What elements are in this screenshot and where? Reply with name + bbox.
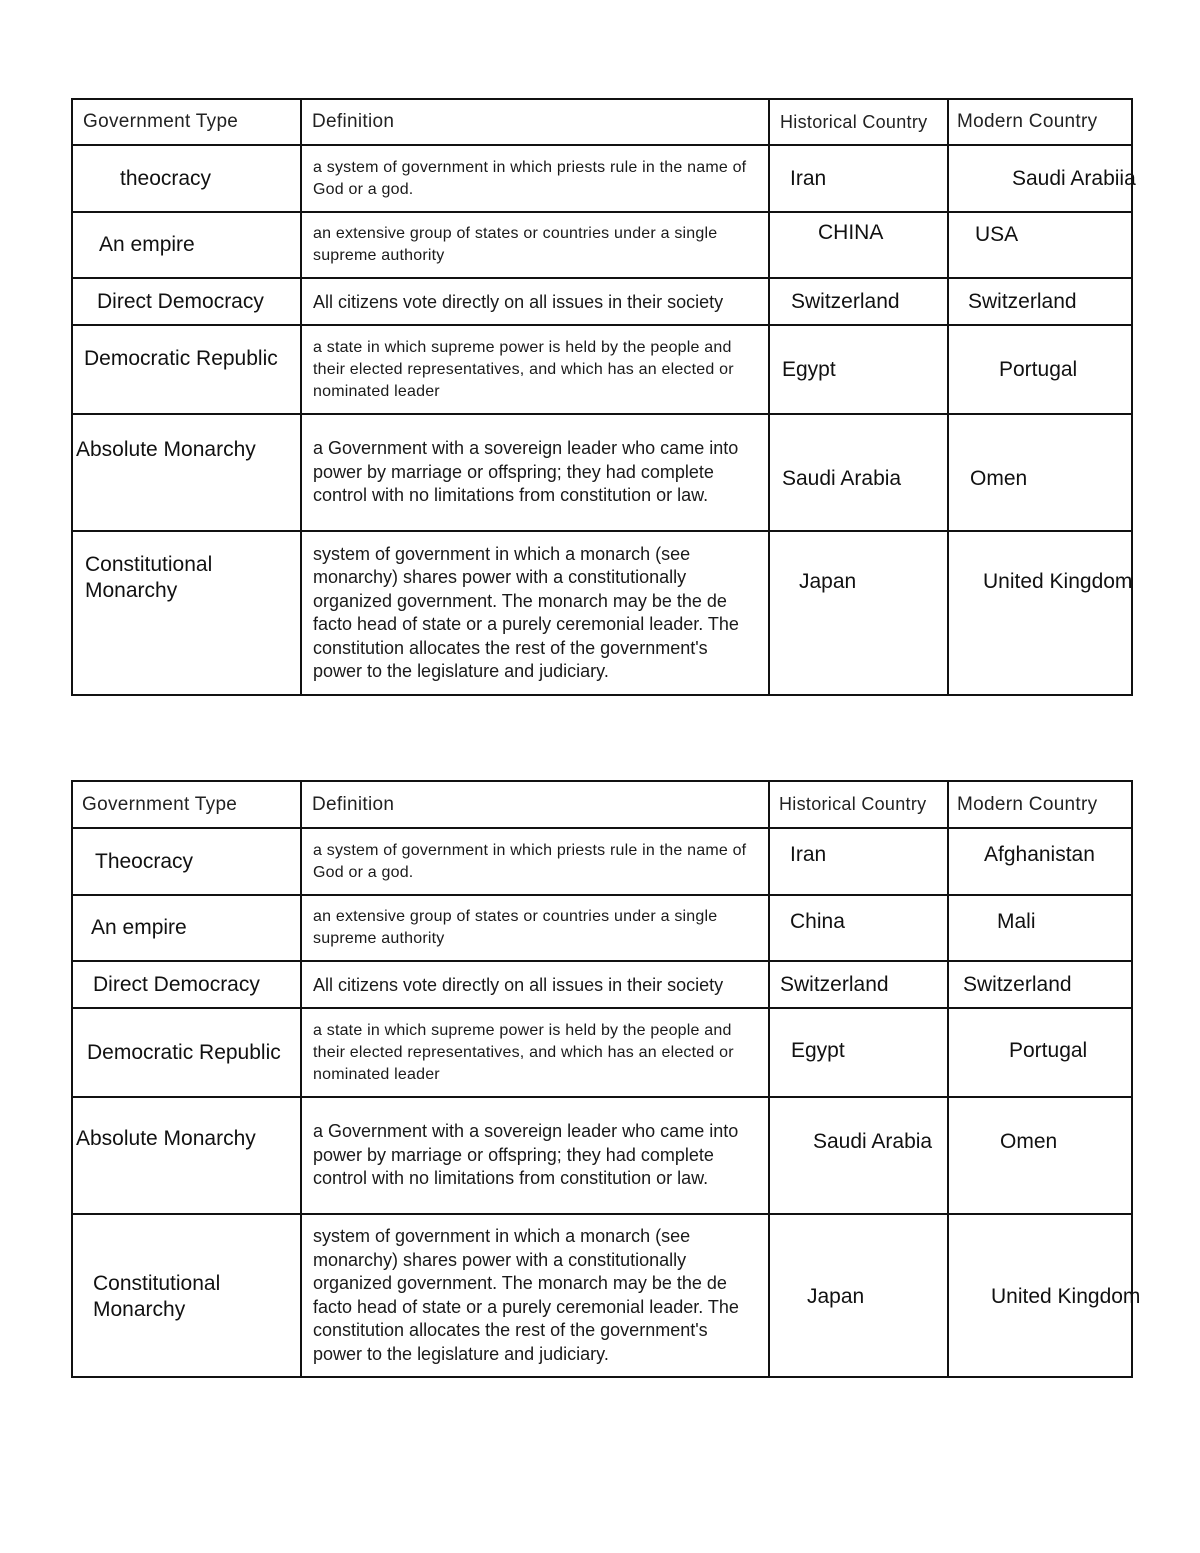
header-cell-historical [769,99,948,145]
modern-cell [948,1008,1132,1097]
definition-cell [301,1097,769,1214]
definition-text: All citizens vote directly on all issues in their society [313,291,724,312]
government-type: Democratic Republic [84,347,278,370]
historical-country: Switzerland [791,289,900,313]
government-types-table-2 [71,780,1141,1378]
historical-country: Japan [799,570,857,593]
type-cell [72,1214,301,1377]
historical-country: Iran [790,166,827,190]
header-type: Government Type [83,111,239,132]
historical-country: Saudi Arabia [813,1130,933,1153]
definition-text: a system of government in which priests rule in the name of God or a god. [313,158,747,198]
type-cell [72,531,301,695]
header-cell-modern [948,99,1132,145]
modern-cell [948,531,1132,695]
definition-cell [301,414,769,531]
header-definition: Definition [312,111,395,132]
definition-cell [301,278,769,325]
historical-country: Egypt [791,1039,845,1062]
definition-text: a Government with a sovereign leader who came into power by marriage or offspring; they had complete control with no limitations from constitution or law. [313,1121,739,1189]
type-cell [72,145,301,212]
table-header-row [72,781,1132,828]
definition-cell [301,895,769,961]
type-cell [72,414,301,531]
header-modern: Modern Country [957,111,1098,132]
definition-text: a state in which supreme power is held by the people and their elected representatives, and which has an elected or nominated leader [313,338,734,400]
definition-cell [301,1008,769,1097]
type-cell [72,278,301,325]
historical-country: Iran [790,843,827,866]
government-type: Absolute Monarchy [76,438,256,461]
historical-country: CHINA [818,221,884,244]
historical-cell [769,145,948,212]
definition-cell [301,325,769,414]
government-type: theocracy [120,166,212,190]
modern-country: United Kingdom [983,570,1133,593]
header-cell-definition [301,781,769,828]
header-historical: Historical Country [779,794,927,814]
table-row [72,1097,1132,1214]
definition-cell [301,1214,769,1377]
definition-text: a state in which supreme power is held by the people and their elected representatives, and which has an elected or nominated leader [313,1021,734,1083]
modern-country: Omen [1000,1130,1058,1153]
modern-cell [948,1097,1132,1214]
type-cell [72,895,301,961]
modern-country: Portugal [1009,1039,1088,1062]
modern-cell [948,325,1132,414]
definition-cell [301,961,769,1008]
table-row [72,414,1132,531]
table-row [72,895,1132,961]
government-type: Democratic Republic [87,1040,281,1064]
modern-cell [948,414,1132,531]
header-cell-type [72,781,301,828]
table-row [72,1214,1132,1377]
header-cell-modern [948,781,1132,828]
modern-cell [948,961,1132,1008]
historical-country: Switzerland [780,972,889,996]
government-type: Absolute Monarchy [76,1127,256,1150]
modern-cell [948,278,1132,325]
definition-text: system of government in which a monarch (see monarchy) shares power with a constitutionally organized government. The monarch may be the de facto head of state or a purely ceremonial leader. The constitution allocates the rest of the government's power to the legislature and judiciary. [313,543,739,681]
historical-cell [769,1008,948,1097]
table-row [72,145,1132,212]
table-row [72,531,1132,695]
government-type: Theocracy [95,849,194,873]
table-row [72,212,1132,278]
historical-country: Japan [807,1285,865,1308]
modern-country: Switzerland [968,289,1077,313]
modern-cell [948,828,1132,895]
definition-cell [301,212,769,278]
historical-country: Saudi Arabia [782,466,902,490]
table-row [72,1008,1132,1097]
historical-cell [769,895,948,961]
historical-cell [769,531,948,695]
header-cell-historical [769,781,948,828]
government-type-line-2: Monarchy [85,579,178,602]
header-modern: Modern Country [957,793,1098,815]
type-cell [72,212,301,278]
type-cell [72,1008,301,1097]
government-type: An empire [99,233,195,256]
modern-cell [948,145,1136,212]
definition-cell [301,531,769,695]
modern-country: Omen [970,466,1028,490]
header-cell-definition [301,99,769,145]
historical-cell [769,212,948,278]
type-cell [72,325,301,414]
modern-cell [948,895,1132,961]
table-row [72,961,1132,1008]
historical-cell [769,325,948,414]
historical-cell [769,1097,948,1214]
modern-country: Portugal [999,357,1078,381]
historical-cell [769,278,948,325]
modern-cell [948,1214,1141,1377]
header-historical: Historical Country [780,111,928,132]
government-types-table-1 [71,98,1136,696]
modern-country: Afghanistan [984,843,1095,866]
government-type: An empire [91,916,187,939]
historical-cell [769,414,948,531]
table-row [72,325,1132,414]
government-type: Direct Democracy [93,972,260,996]
definition-text: a Government with a sovereign leader who came into power by marriage or offspring; they had complete control with no limitations from constitution or law. [313,438,739,506]
type-cell [72,961,301,1008]
definition-text: an extensive group of states or countries under a single supreme authority [313,225,718,264]
definition-text: system of government in which a monarch (see monarchy) shares power with a constitutionally organized government. The monarch may be the de facto head of state or a purely ceremonial leader. The constitution allocates the rest of the government's power to the legislature and judiciary. [313,1226,739,1364]
type-cell [72,828,301,895]
table-header-row [72,99,1132,145]
historical-cell [769,828,948,895]
header-definition: Definition [312,793,395,815]
historical-cell [769,1214,948,1377]
modern-country: Mali [997,910,1036,933]
government-type-line-2: Monarchy [93,1298,186,1321]
historical-country: Egypt [782,357,836,381]
header-cell-type [72,99,301,145]
historical-cell [769,961,948,1008]
modern-cell [948,212,1132,278]
government-type: Direct Democracy [97,289,264,313]
modern-country: Switzerland [963,972,1072,996]
definition-cell [301,145,769,212]
government-type-line-1: Constitutional [93,1272,221,1295]
definition-text: All citizens vote directly on all issues in their society [313,974,724,995]
modern-country: USA [975,223,1019,246]
table-row [72,278,1132,325]
historical-country: China [790,910,845,933]
definition-text: an extensive group of states or countries under a single supreme authority [313,908,718,947]
type-cell [72,1097,301,1214]
table-row [72,828,1132,895]
modern-country: Saudi Arabiia [1012,166,1136,190]
definition-text: a system of government in which priests rule in the name of God or a god. [313,841,747,881]
government-type-line-1: Constitutional [85,553,213,576]
header-type: Government Type [82,793,238,815]
modern-country: United Kingdom [991,1285,1141,1308]
definition-cell [301,828,769,895]
